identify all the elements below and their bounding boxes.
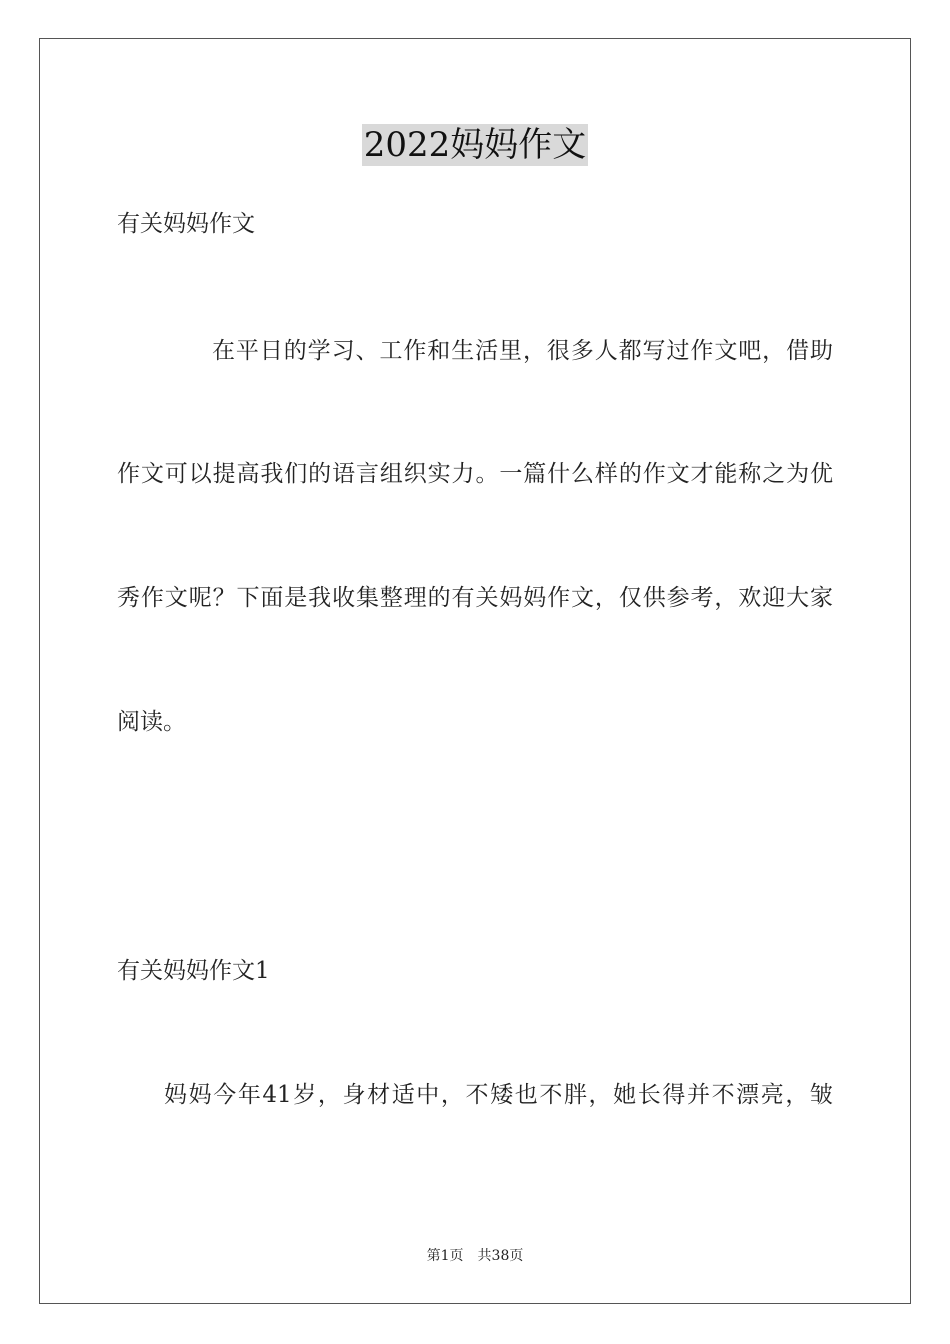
total-pages: 共38页	[477, 1248, 524, 1264]
title-container	[0, 124, 950, 166]
section-line-1: 妈妈今年41岁，身材适中，不矮也不胖，她长得并不漂亮，皱	[164, 1082, 833, 1108]
document-title: 2022妈妈作文	[363, 125, 587, 165]
intro-line-4: 阅读。	[117, 709, 186, 735]
page-footer	[0, 1246, 950, 1266]
intro-line-3: 秀作文呢？下面是我收集整理的有关妈妈作文，仅供参考，欢迎大家	[117, 585, 833, 611]
page-number: 第1页	[426, 1248, 464, 1264]
section-heading: 有关妈妈作文1	[117, 958, 270, 984]
document-subtitle: 有关妈妈作文	[117, 211, 255, 237]
intro-line-2: 作文可以提高我们的语言组织实力。一篇什么样的作文才能称之为优	[117, 461, 833, 487]
intro-line-1: 在平日的学习、工作和生活里，很多人都写过作文吧，借助	[212, 338, 833, 364]
